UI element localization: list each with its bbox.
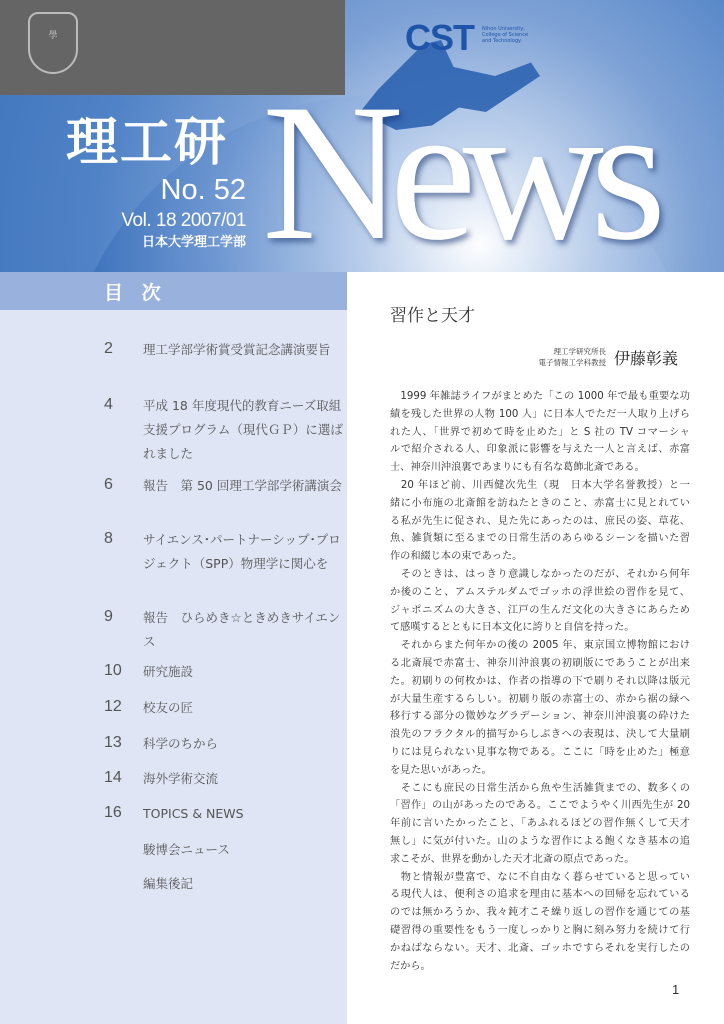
article-line: 作の和綴じ本の束であった。	[390, 551, 523, 563]
article-line: そこにも庶民の日常生活から魚や生活雑貨までの、数多くの	[390, 782, 690, 794]
article-line: る私が先生に促され、見た先にあったのは、庶民の姿、草花、	[390, 515, 690, 527]
university-seal-logo: 學	[28, 12, 78, 74]
toc-page-number: 4	[104, 396, 113, 413]
article-line: 緒に小布施の北斎館を訪ねたときのこと、赤富士に見とれてい	[390, 497, 690, 509]
author-role	[520, 346, 606, 368]
article-line: か後のこと、アムステルダムでゴッホの浮世絵の習作を見て、	[390, 586, 690, 598]
article-line: る現代人は、便利さの追求を理由に基本への回帰を忘れている	[390, 889, 690, 901]
article-paragraph	[390, 477, 690, 566]
article-paragraph	[390, 388, 690, 477]
article-line: が大量生産するらしい。初刷り版の赤富士の、赤から裾の緑へ	[390, 693, 690, 705]
article-line: を見た思いがあった。	[390, 764, 492, 776]
article-line: ジャポニズムの大きさ、江戸の生んだ文化の大きさにあらため	[390, 604, 690, 616]
article-line: かねばならない。天才、北斎、ゴッホですらそれを実行したの	[390, 942, 690, 954]
article-paragraph	[390, 869, 690, 976]
article-body	[390, 388, 690, 975]
toc-page-number: 13	[104, 734, 122, 751]
article-line: そのときは、はっきり意識しなかったのだが、それから何年	[390, 568, 690, 580]
toc-page-number: 12	[104, 698, 122, 715]
page-number: 1	[672, 982, 680, 997]
masthead-title-news: News	[262, 64, 653, 272]
article-line: のでは無かろうか、我々鈍才こそ繰り返しの習作を通じての基	[390, 907, 690, 919]
toc-page-number: 10	[104, 662, 122, 679]
toc-title: 研究施設	[143, 664, 194, 679]
toc-title: 報告 ひらめき☆ときめきサイエンス	[143, 610, 341, 649]
issue-number: No. 52	[160, 174, 246, 206]
article-line: て感嘆するとともに日本文化に誇りと自信を持った。	[390, 622, 635, 634]
table-of-contents	[0, 272, 347, 1024]
toc-title: 校友の匠	[143, 700, 194, 715]
article-line: 年前に言いたかったこと、「あふれるほどの習作無くして天才	[390, 818, 690, 830]
article-line: ルで紹介される人、印象派に影響を与えた一人と言えば、赤富	[390, 444, 690, 456]
toc-heading: 目 次	[0, 272, 347, 310]
article-line: る北斎展で赤富士、神奈川沖浪裏の初刷版にであうことが出来	[390, 657, 690, 669]
article-line: だから。	[390, 960, 431, 972]
article-paragraph	[390, 637, 690, 779]
cst-logo: CST	[405, 17, 474, 58]
article-line: 礎習得の重要性をもう一度しっかりと胸に刻み努力を続けて行	[390, 924, 690, 936]
toc-page-number: 14	[104, 769, 122, 786]
article-paragraph	[390, 780, 690, 869]
author-name: 伊藤彰義	[614, 349, 679, 368]
toc-title: 駿博会ニュース	[143, 842, 230, 857]
article-title: 習作と天才	[390, 306, 475, 326]
article-line: 求こそが、世界を動かした天才北斎の原点であった。	[390, 853, 635, 865]
article-line: 無し」に気が付いた。山のような習作による飽くなき基本の追	[390, 835, 690, 847]
article-line: 「習作」の山があったのである。ここでようやく川西先生が 20	[390, 800, 690, 812]
article-line: 浪先のフラクタル的描写からしぶきへの表現は、決して大量刷	[390, 729, 690, 741]
toc-title: TOPICS & NEWS	[143, 806, 244, 821]
toc-title: 平成 18 年度現代的教育ニーズ取組支援プログラム（現代ＧＰ）に選ばれました	[143, 398, 343, 461]
toc-title: サイエンス･パートナーシップ･プロジェクト（SPP）物理学に関心を	[143, 532, 341, 571]
toc-page-number: 8	[104, 530, 113, 547]
article-line: 移行する部分の微妙なグラデーション、神奈川沖浪裏の砕けた	[390, 711, 690, 723]
toc-title: 編集後記	[143, 876, 194, 891]
university-name: 日本大学理工学部	[141, 235, 246, 250]
masthead-title-jp: 理工研	[66, 113, 229, 173]
toc-title: 海外学術交流	[143, 771, 219, 786]
toc-page-number: 16	[104, 804, 122, 821]
article-line: 20 年ほど前、川西健次先生（現 日本大学名誉教授）と一	[390, 479, 690, 491]
toc-page-number: 6	[104, 476, 113, 493]
cst-logo-subtitle: Nihon University, College of Science and Technology.	[482, 26, 529, 44]
toc-title: 報告 第 50 回理工学部学術講演会	[143, 478, 342, 493]
volume-date: Vol. 18 2007/01	[121, 210, 246, 231]
toc-title: 科学のちから	[143, 736, 219, 751]
article-paragraph	[390, 566, 690, 637]
article-line: た。初刷りの何枚かは、作者の指導の下で刷りそれ以降は版元	[390, 675, 690, 687]
toc-page-number: 9	[104, 608, 113, 625]
cover-masthead	[0, 0, 724, 272]
article-line: りには見られない見事な物である。ここに「時を止めた」極意	[390, 746, 690, 758]
article-line: 績を残した世界の人物 100 人」に日本人でただ一人取り上げら	[390, 408, 690, 420]
author-role-line: 電子情報工学科教授	[538, 358, 606, 367]
article-line: 士、神奈川沖浪裏であまりにも有名な葛飾北斎である。	[390, 462, 645, 474]
toc-page-number: 2	[104, 340, 113, 357]
article-line: 物と情報が豊富で、なに不自由なく暮らせていると思ってい	[390, 871, 690, 883]
author-role-line: 理工学研究所長	[553, 347, 606, 356]
article-line: 魚、雑貨類に至るまでの日常生活のあらゆるシーンを描いた習	[390, 533, 690, 545]
article-line: それからまた何年かの後の 2005 年、東京国立博物館におけ	[390, 640, 690, 652]
article-line: 1999 年雑誌ライフがまとめた「この 1000 年で最も重要な功	[390, 391, 690, 402]
article-line: れた人、「世界で初めて時を止めた」と S 社の TV コマーシャ	[390, 426, 690, 438]
toc-title: 理工学部学術賞受賞記念講演要旨	[143, 342, 331, 357]
